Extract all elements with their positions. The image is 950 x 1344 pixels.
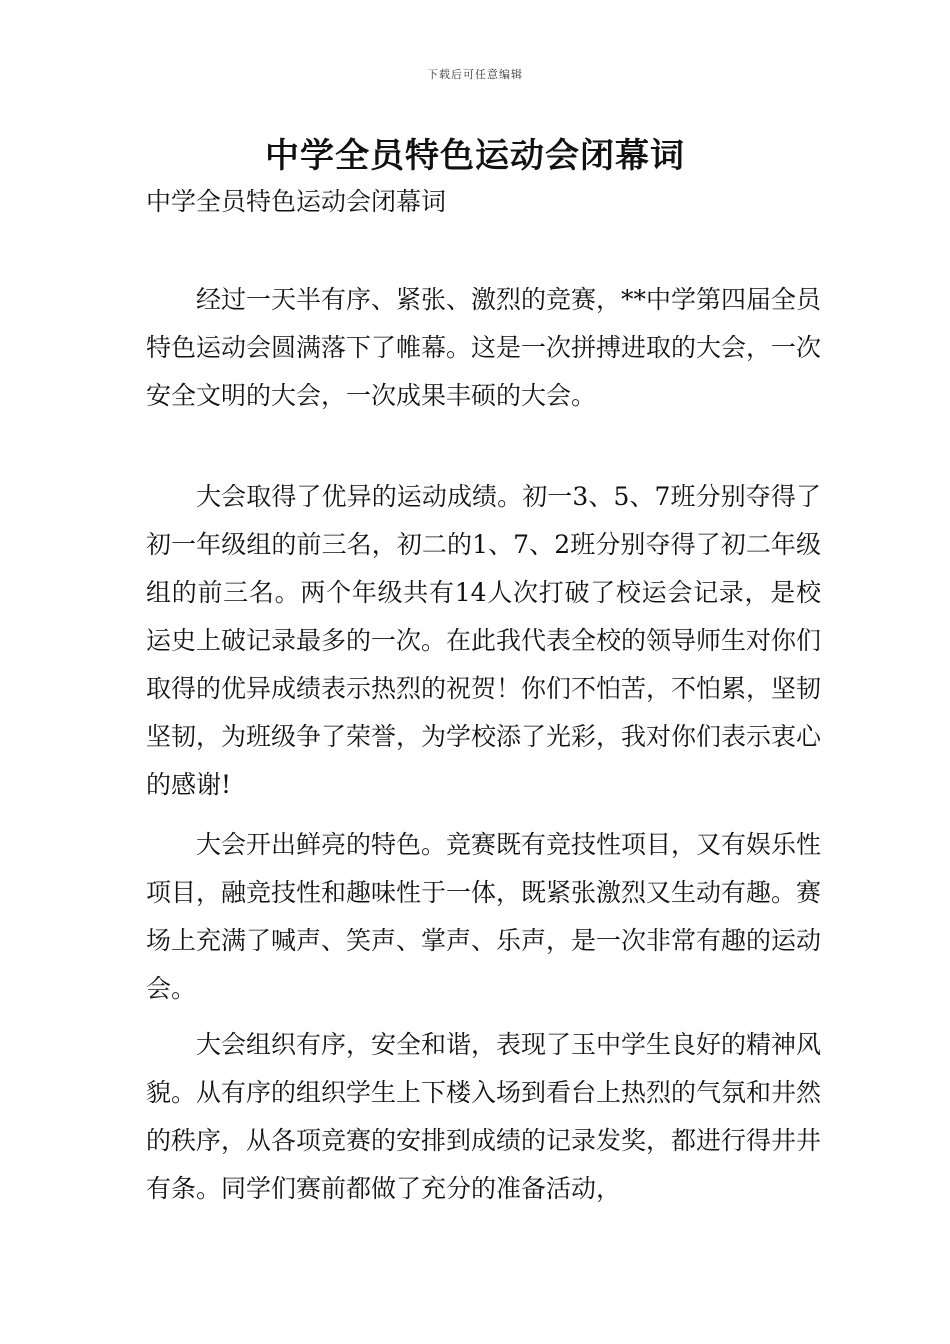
document-title: 中学全员特色运动会闭幕词 bbox=[265, 136, 685, 176]
paragraph-opening bbox=[146, 276, 821, 420]
paragraph-text: 大会开出鲜亮的特色。竞赛既有竞技性项目，又有娱乐性项目，融竞技性和趣味性于一体，既紧张激烈又生动有趣。赛场上充满了喊声、笑声、掌声、乐声，是一次非常有趣的运动会。 bbox=[146, 830, 822, 1003]
paragraph-features bbox=[146, 821, 821, 1013]
paragraph-text: 大会取得了优异的运动成绩。初一3、5、7班分别夺得了初一年级组的前三名，初二的1、7、2班分别夺得了初二年级组的前三名。两个年级共有14人次打破了校运会记录，是校运史上破记录最多的一次。在此我代表全校的领导师生对你们取得的优异成绩表示热烈的祝贺！你们不怕苦，不怕累，坚韧坚韧，为班级争了荣誉，为学校添了光彩，我对你们表示衷心的感谢! bbox=[146, 482, 822, 799]
paragraph-text: 大会组织有序，安全和谐，表现了玉中学生良好的精神风貌。从有序的组织学生上下楼入场到看台上热烈的气氛和井然的秩序，从各项竞赛的安排到成绩的记录发奖，都进行得井井有条。同学们赛前都做了充分的准备活动， bbox=[146, 1030, 822, 1203]
paragraph-text: 经过一天半有序、紧张、激烈的竞赛，**中学第四届全员特色运动会圆满落下了帷幕。这是一次拼搏进取的大会，一次安全文明的大会，一次成果丰硕的大会。 bbox=[146, 285, 822, 410]
document-subtitle: 中学全员特色运动会闭幕词 bbox=[146, 187, 447, 216]
header-note: 下载后可任意编辑 bbox=[427, 68, 523, 81]
paragraph-organization bbox=[146, 1021, 821, 1213]
paragraph-results bbox=[146, 473, 821, 809]
